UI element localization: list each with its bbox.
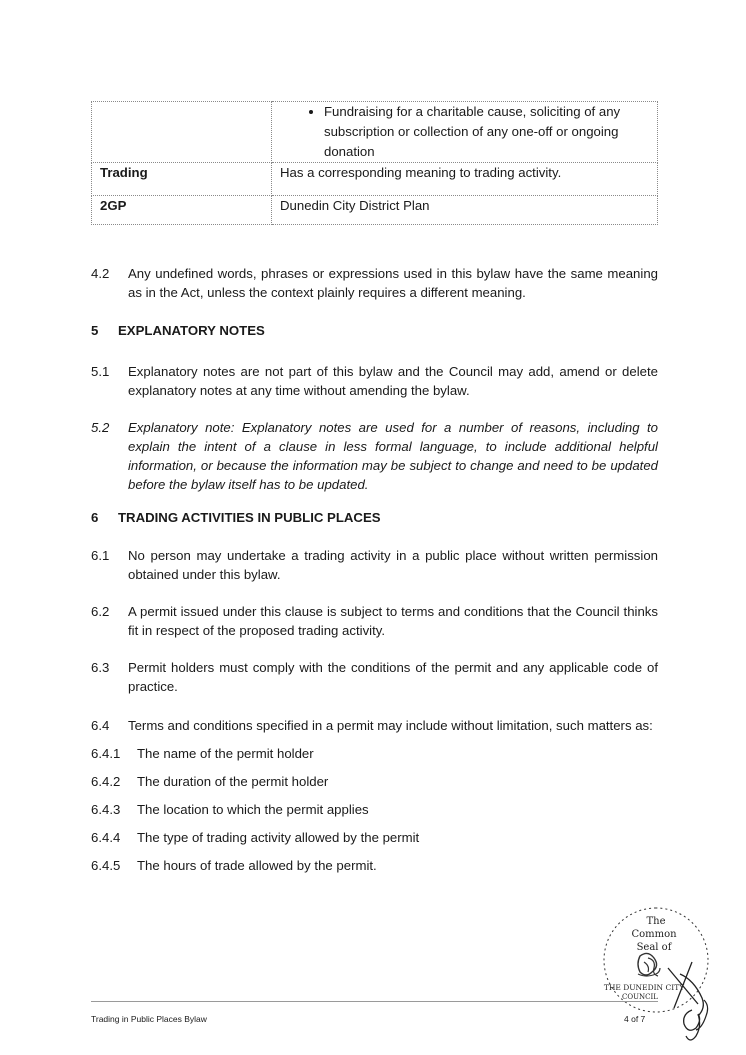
list-item (91, 744, 658, 763)
clause-number: 5.1 (91, 364, 110, 379)
clause-6-4 (91, 716, 658, 735)
clause-number: 5.2 (91, 420, 110, 435)
seal-graphic (596, 904, 716, 1044)
clause-6-2 (91, 602, 658, 640)
list-item (91, 828, 658, 847)
list-item (91, 772, 658, 791)
definition-term: 2GP (92, 196, 272, 225)
section-title: TRADING ACTIVITIES IN PUBLIC PLACES (118, 510, 381, 525)
table-row (92, 102, 658, 163)
seal-emblem-icon (638, 953, 660, 976)
clause-number: 6.1 (91, 548, 110, 563)
clause-number: 6.2 (91, 604, 110, 619)
clause-text: A permit issued under this clause is subject to terms and conditions that the Council thinks fit in respect of the proposed trading activity. (128, 604, 658, 638)
clause-text: Explanatory note: Explanatory notes are used for a number of reasons, including to explain the intent of a clause in less formal language, to include additional helpful information, or because the information may be subject to change and need to be updated before the bylaw itself has to be updated. (128, 420, 658, 492)
clause-number: 6.4 (91, 718, 110, 733)
definition-term (92, 102, 272, 163)
definitions-table (91, 101, 658, 225)
subclause-text: The duration of the permit holder (137, 774, 329, 789)
subclause-text: The hours of trade allowed by the permit. (137, 858, 377, 873)
seal-text-line: Common (631, 929, 677, 940)
seal-text-line: The (646, 916, 666, 927)
table-row (92, 196, 658, 225)
clause-text: Permit holders must comply with the conditions of the permit and any applicable code of practice. (128, 660, 658, 694)
clause-5-1 (91, 362, 658, 400)
list-item (91, 856, 658, 875)
section-title: EXPLANATORY NOTES (118, 323, 265, 338)
seal-text-line: Seal of (636, 942, 672, 953)
subclause-number: 6.4.3 (91, 802, 121, 817)
section-number: 5 (91, 323, 99, 338)
footer-divider (91, 1001, 658, 1002)
common-seal-stamp (596, 904, 716, 1044)
subclause-number: 6.4.4 (91, 830, 121, 845)
clause-text: Terms and conditions specified in a permit may include without limitation, such matters as: (128, 718, 653, 733)
subclause-text: The location to which the permit applies (137, 802, 369, 817)
seal-text-line: COUNCIL (622, 993, 658, 1001)
footer-document-title: Trading in Public Places Bylaw (91, 1014, 207, 1024)
footer-page-number: 4 of 7 (624, 1014, 646, 1024)
bullet-item: • Fundraising for a charitable cause, soliciting of any subscription or collection of any one-off or ongoing donation (324, 102, 649, 162)
clause-4-2 (91, 264, 658, 302)
subclause-number: 6.4.1 (91, 746, 121, 761)
subclause-text: The name of the permit holder (137, 746, 314, 761)
list-item (91, 800, 658, 819)
clause-text: Explanatory notes are not part of this bylaw and the Council may add, amend or delete explanatory notes at any time without amending the bylaw. (128, 364, 658, 398)
clause-number: 6.3 (91, 660, 110, 675)
definition-term: Trading (92, 163, 272, 196)
section-heading-5 (91, 321, 265, 340)
clause-6-3 (91, 658, 658, 696)
table-row (92, 163, 658, 196)
clause-6-1 (91, 546, 658, 584)
handwritten-signature (668, 962, 708, 1040)
bullet-list (280, 102, 649, 162)
clause-text: Any undefined words, phrases or expressions used in this bylaw have the same meaning as in the Act, unless the context plainly requires a different meaning. (128, 266, 658, 300)
section-number: 6 (91, 510, 99, 525)
definition-meaning: Has a corresponding meaning to trading activity. (272, 163, 658, 196)
section-heading-6 (91, 508, 381, 527)
clause-number: 4.2 (91, 266, 110, 281)
subclause-number: 6.4.5 (91, 858, 121, 873)
subclause-number: 6.4.2 (91, 774, 121, 789)
seal-text-line: THE DUNEDIN CITY (603, 983, 685, 992)
clause-5-2 (91, 418, 658, 494)
definition-meaning: Dunedin City District Plan (272, 196, 658, 225)
subclause-text: The type of trading activity allowed by the permit (137, 830, 420, 845)
definition-meaning (272, 102, 658, 163)
clause-text: No person may undertake a trading activity in a public place without written permission obtained under this bylaw. (128, 548, 658, 582)
